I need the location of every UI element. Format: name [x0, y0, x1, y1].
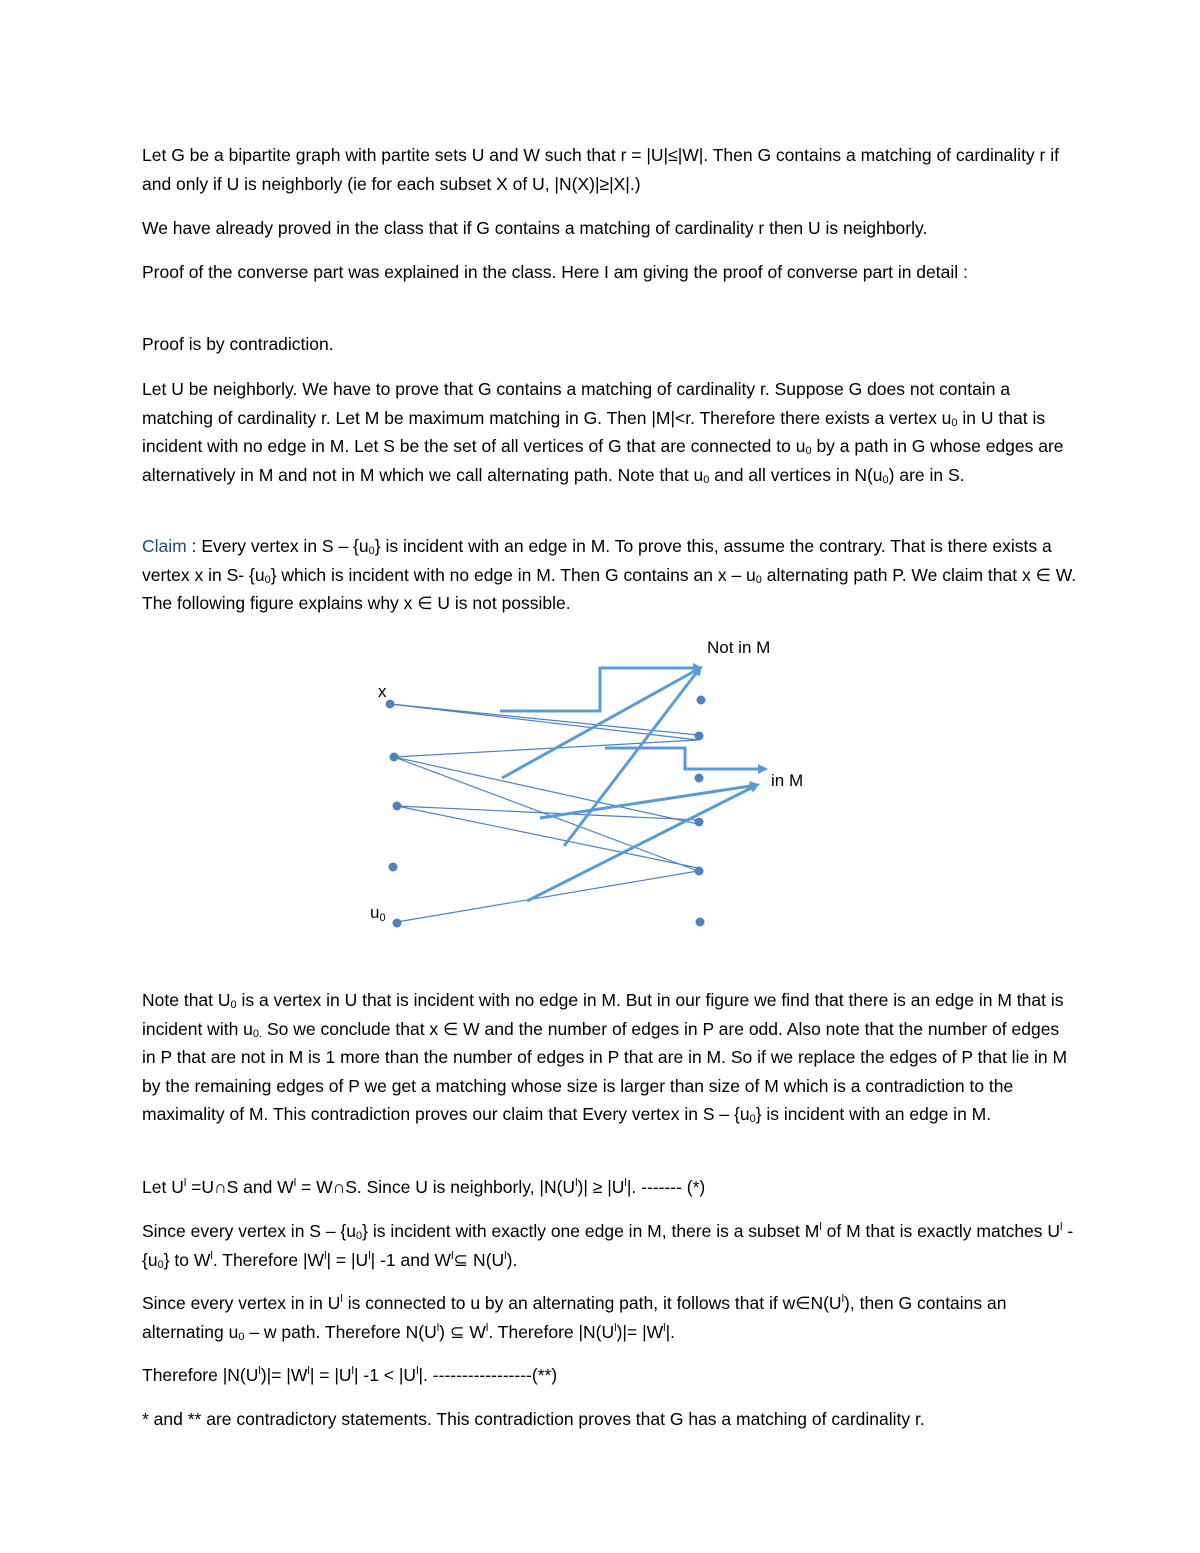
let-u-prime-paragraph: Let $U^l$ =U∩S and $W^l$ = W∩S. Since U is neighborly, $|N(U^l)| \ge |U^l|$. ------- (*)	[142, 1177, 706, 1197]
contradiction-intro-paragraph: Proof is by contradiction.	[142, 334, 334, 354]
label-u0: u0	[370, 903, 386, 924]
edge-x-to-w3	[390, 704, 698, 740]
since-every-paragraph: Since every vertex in S – $\{u_0\}$ is incident with exactly one edge in M, there is a subset $M^l$ of M that is exactly matches $U^l - \{u_0\}$ to $W^l$. Therefore $|W^l| = |U^l|$ -1 and $W^l⊆$ $N(U^l)$.	[142, 1221, 1074, 1271]
alternating-path-paragraph: Since every vertex in in $U^l$ is connected to u by an alternating path, it follows that if $w\in N(U^l)$, then G contains an alternating $u_0$ – w path. Therefore $N(U^l)$ ⊆ $W^l$. Therefore $|N(U^l)|= |W^l|$.	[142, 1293, 1007, 1343]
theorem-statement: Let G be a bipartite graph with partite sets U and W such that r = |U|≤|W|. Then G contains a matching of cardinality r if and only if U is neighborly (ie for each subset X of U, |N(X)|≥|X|.)	[142, 145, 1059, 194]
claim-label: Claim	[142, 536, 187, 556]
vertex-u0	[393, 919, 402, 928]
vertex-x	[386, 700, 395, 709]
label-not-in-m: Not in M	[707, 638, 771, 657]
vertex-u3	[393, 802, 402, 811]
therefore-paragraph: Therefore $|N(U^l)|= |W^l| = |U^l|$ $-1 < |U^l|$. -----------------(**)	[142, 1365, 558, 1385]
vertex-w6	[696, 918, 705, 927]
already-proved-paragraph: We have already proved in the class that if G contains a matching of cardinality r then U is neighborly.	[142, 218, 928, 238]
vertex-w3	[695, 774, 704, 783]
vertex-w5	[695, 867, 704, 876]
label-in-m: in M	[771, 771, 804, 790]
edge-u0-to-w6	[397, 871, 698, 922]
label-x: x	[378, 682, 387, 701]
graph-edges	[390, 704, 698, 922]
vertex-w2	[695, 732, 704, 741]
proof-setup-paragraph: Let U be neighborly. We have to prove that G contains a matching of cardinality r. Suppose G does not contain a matching of cardinality r. Let M be maximum matching in G. Then |M|<r. Therefore there exists a vertex $u_0$ in U that is incident with no edge in M. Let S be the set of all vertices of G that are connected to $u_0$ by a path in G whose edges are alternatively in M and not in M which we call alternating path. Note that $u_0$ and all vertices in $N(u_0)$ are in S.	[142, 379, 1064, 486]
after-figure-paragraph: Note that $U_0$ is a vertex in U that is incident with no edge in M. But in our figure we find that there is an edge in M that is incident with $u_{0.}$ So we conclude that x ∈ W and the number of edges in P are odd. Also note that the number of edges in P that are not in M is 1 more than the number of edges in P that are in M. So if we replace the edges of P that lie in M by the remaining edges of P we get a matching whose size is larger than size of M which is a contradiction to the maximality of M. This contradiction proves our claim that Every vertex in S – $\{u_0\}$ is incident with an edge in M.	[142, 990, 1068, 1125]
vertex-u2	[390, 753, 399, 762]
vertex-u4	[389, 863, 398, 872]
vertex-w1	[697, 696, 706, 705]
not-in-m-connector	[500, 668, 700, 711]
vertex-w4	[695, 818, 704, 827]
claim-paragraph: Claim : Every vertex in S – $\{u_0\}$ is incident with an edge in M. To prove this, assume the contrary. That is there exists a vertex x in S- $\{u_0\}$ which is incident with no edge in M. Then G contains an x – $u_0$ alternating path P. We claim that x ∈ W. The following figure explains why x ∈ U is not possible.	[142, 536, 1077, 613]
conclusion-paragraph: * and ** are contradictory statements. This contradiction proves that G has a matching of cardinality r.	[142, 1409, 925, 1429]
path-arrows	[500, 668, 765, 901]
converse-intro-paragraph: Proof of the converse part was explained in the class. Here I am giving the proof of converse part in detail :	[142, 262, 968, 282]
